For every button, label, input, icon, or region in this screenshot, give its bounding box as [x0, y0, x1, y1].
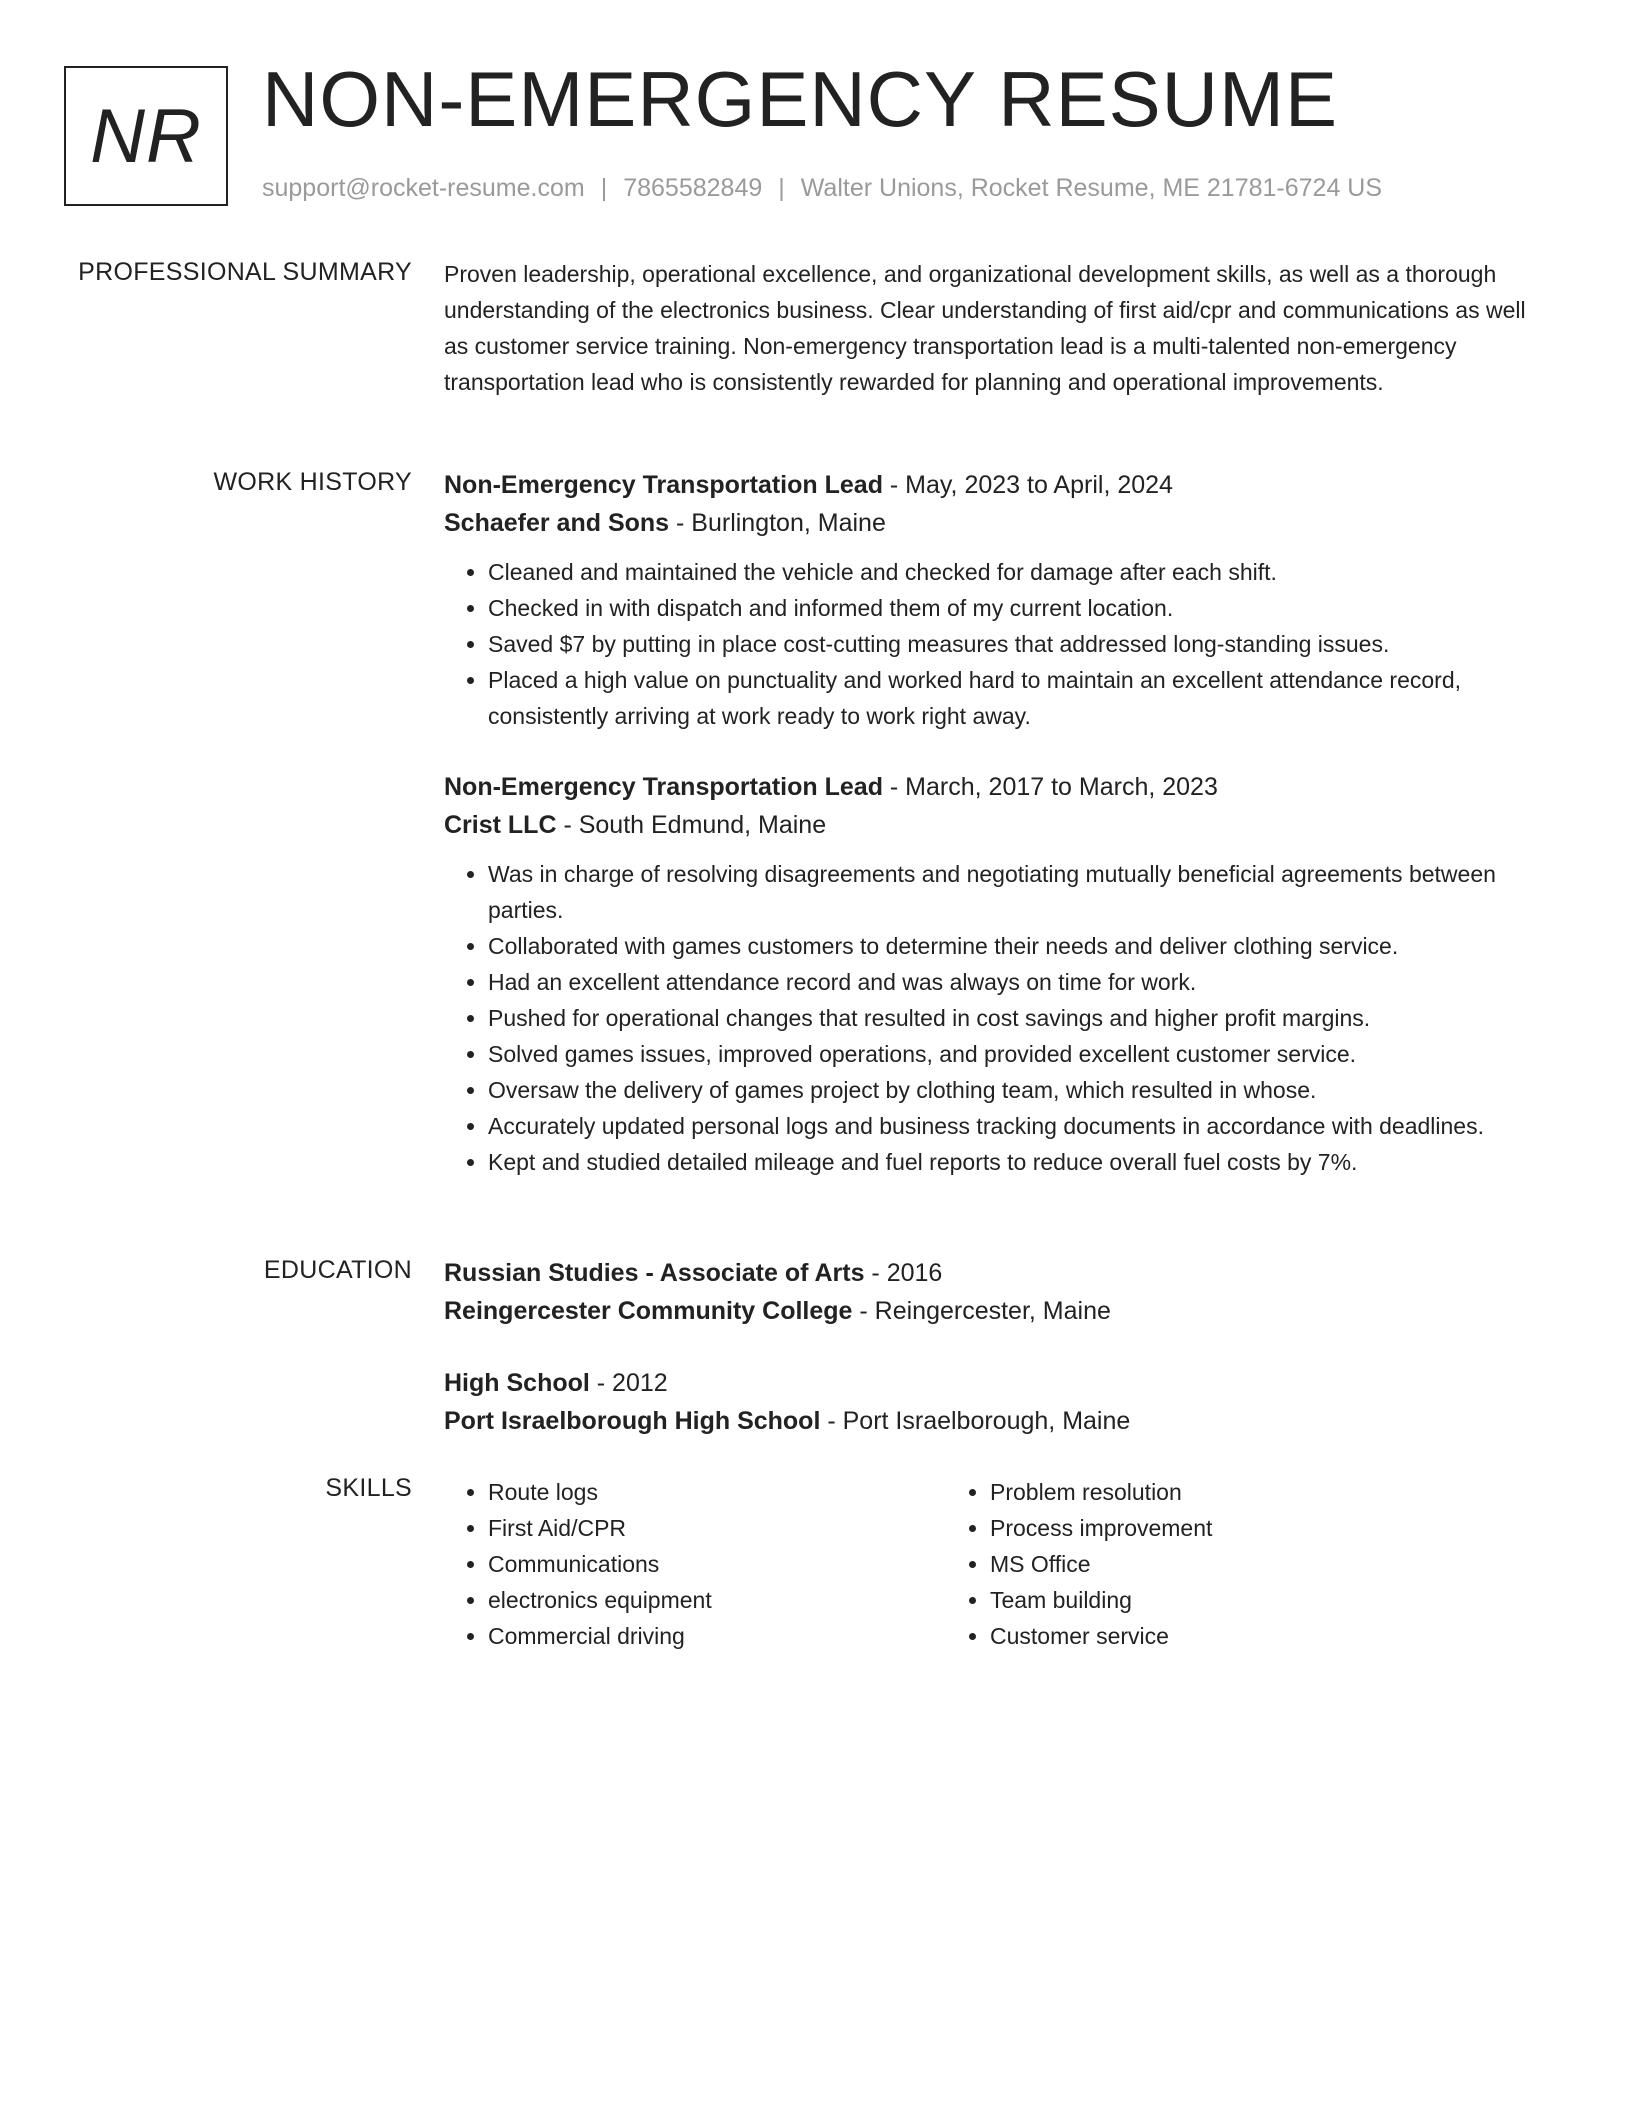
education-degree: High School	[444, 1369, 590, 1397]
job-company-line	[444, 504, 1544, 542]
job-bullet: • Pushed for operational changes that resulted in cost savings and higher profit margins.	[488, 1000, 1544, 1036]
job-bullet: • Solved games issues, improved operations, and provided excellent customer service.	[488, 1036, 1544, 1072]
job-bullet: • Checked in with dispatch and informed them of my current location.	[488, 590, 1544, 626]
contact-phone[interactable]: 7865582849	[623, 174, 763, 202]
education-school: Port Israelborough High School	[444, 1407, 821, 1435]
education-school-line	[444, 1402, 1544, 1440]
job-title: Non-Emergency Transportation Lead	[444, 773, 883, 801]
job-dates: - May, 2023 to April, 2024	[882, 471, 1173, 499]
resume-title: NON-EMERGENCY RESUME	[262, 55, 1339, 143]
contact-address: Walter Unions, Rocket Resume, ME 21781-6724 US	[800, 174, 1383, 202]
job-bullet: • Placed a high value on punctuality and worked hard to maintain an excellent attendance record, consistently arriving at work ready to work right away.	[488, 662, 1544, 734]
education-year: - 2016	[864, 1259, 943, 1287]
work-history-heading: WORK HISTORY	[213, 468, 412, 496]
skill-item: • Communications	[488, 1546, 946, 1582]
work-history-body	[444, 466, 1544, 1180]
job-bullet: • Kept and studied detailed mileage and fuel reports to reduce overall fuel costs by 7%.	[488, 1144, 1544, 1180]
contact-separator: |	[778, 174, 785, 202]
job-bullet: • Had an excellent attendance record and was always on time for work.	[488, 964, 1544, 1000]
job-title: Non-Emergency Transportation Lead	[444, 471, 883, 499]
education-entry	[444, 1254, 1544, 1330]
education-location: - Reingercester, Maine	[852, 1297, 1111, 1325]
job-bullet: • Was in charge of resolving disagreements and negotiating mutually beneficial agreements between parties.	[488, 856, 1544, 928]
job-location: - Burlington, Maine	[669, 509, 886, 537]
job-bullets	[444, 554, 1544, 734]
summary-body	[444, 256, 1544, 400]
education-entry	[444, 1364, 1544, 1440]
summary-text: Proven leadership, operational excellence, and organizational development skills, as well as a thorough understanding of the electronics business. Clear understanding of first aid/cpr and communications as well as customer service training. Non-emergency transportation lead is a multi-talented non-emergency transportation lead who is consistently rewarded for planning and operational improvements.	[444, 261, 1526, 395]
education-school: Reingercester Community College	[444, 1297, 853, 1325]
contact-line	[262, 174, 1382, 203]
summary-heading: PROFESSIONAL SUMMARY	[78, 258, 412, 286]
education-school-line	[444, 1292, 1544, 1330]
skill-item: • Process improvement	[990, 1510, 1448, 1546]
job-bullet: • Accurately updated personal logs and business tracking documents in accordance with deadlines.	[488, 1108, 1544, 1144]
job-entry	[444, 768, 1544, 1180]
skill-item: • Route logs	[488, 1474, 946, 1510]
education-heading: EDUCATION	[263, 1256, 412, 1284]
skill-item: • Customer service	[990, 1618, 1448, 1654]
monogram: NR	[64, 66, 228, 206]
skill-item: • First Aid/CPR	[488, 1510, 946, 1546]
education-location: - Port Israelborough, Maine	[820, 1407, 1131, 1435]
skill-item: • Problem resolution	[990, 1474, 1448, 1510]
skill-item: • MS Office	[990, 1546, 1448, 1582]
job-bullet: • Collaborated with games customers to determine their needs and deliver clothing service.	[488, 928, 1544, 964]
skill-item: • electronics equipment	[488, 1582, 946, 1618]
contact-email[interactable]: support@rocket-resume.com	[262, 174, 585, 202]
job-bullet: • Oversaw the delivery of games project by clothing team, which resulted in whose.	[488, 1072, 1544, 1108]
job-entry	[444, 466, 1544, 734]
skill-item: • Commercial driving	[488, 1618, 946, 1654]
skills-list-right	[946, 1474, 1448, 1654]
skills-list-left	[444, 1474, 946, 1654]
job-company: Schaefer and Sons	[444, 509, 670, 537]
education-body	[444, 1254, 1544, 1440]
job-bullets	[444, 856, 1544, 1180]
education-year: - 2012	[589, 1369, 668, 1397]
education-degree-line	[444, 1254, 1544, 1292]
skills-body	[444, 1474, 1544, 1654]
job-company-line	[444, 806, 1544, 844]
skill-item: • Team building	[990, 1582, 1448, 1618]
contact-separator: |	[600, 174, 608, 202]
job-company: Crist LLC	[444, 811, 557, 839]
job-location: - South Edmund, Maine	[556, 811, 827, 839]
skills-columns	[444, 1474, 1544, 1654]
job-title-line	[444, 768, 1544, 806]
job-bullet: • Cleaned and maintained the vehicle and checked for damage after each shift.	[488, 554, 1544, 590]
job-dates: - March, 2017 to March, 2023	[882, 773, 1218, 801]
skills-heading: SKILLS	[325, 1474, 412, 1502]
education-degree-line	[444, 1364, 1544, 1402]
job-title-line	[444, 466, 1544, 504]
education-degree: Russian Studies - Associate of Arts	[444, 1259, 865, 1287]
job-bullet: • Saved $7 by putting in place cost-cutting measures that addressed long-standing issues.	[488, 626, 1544, 662]
